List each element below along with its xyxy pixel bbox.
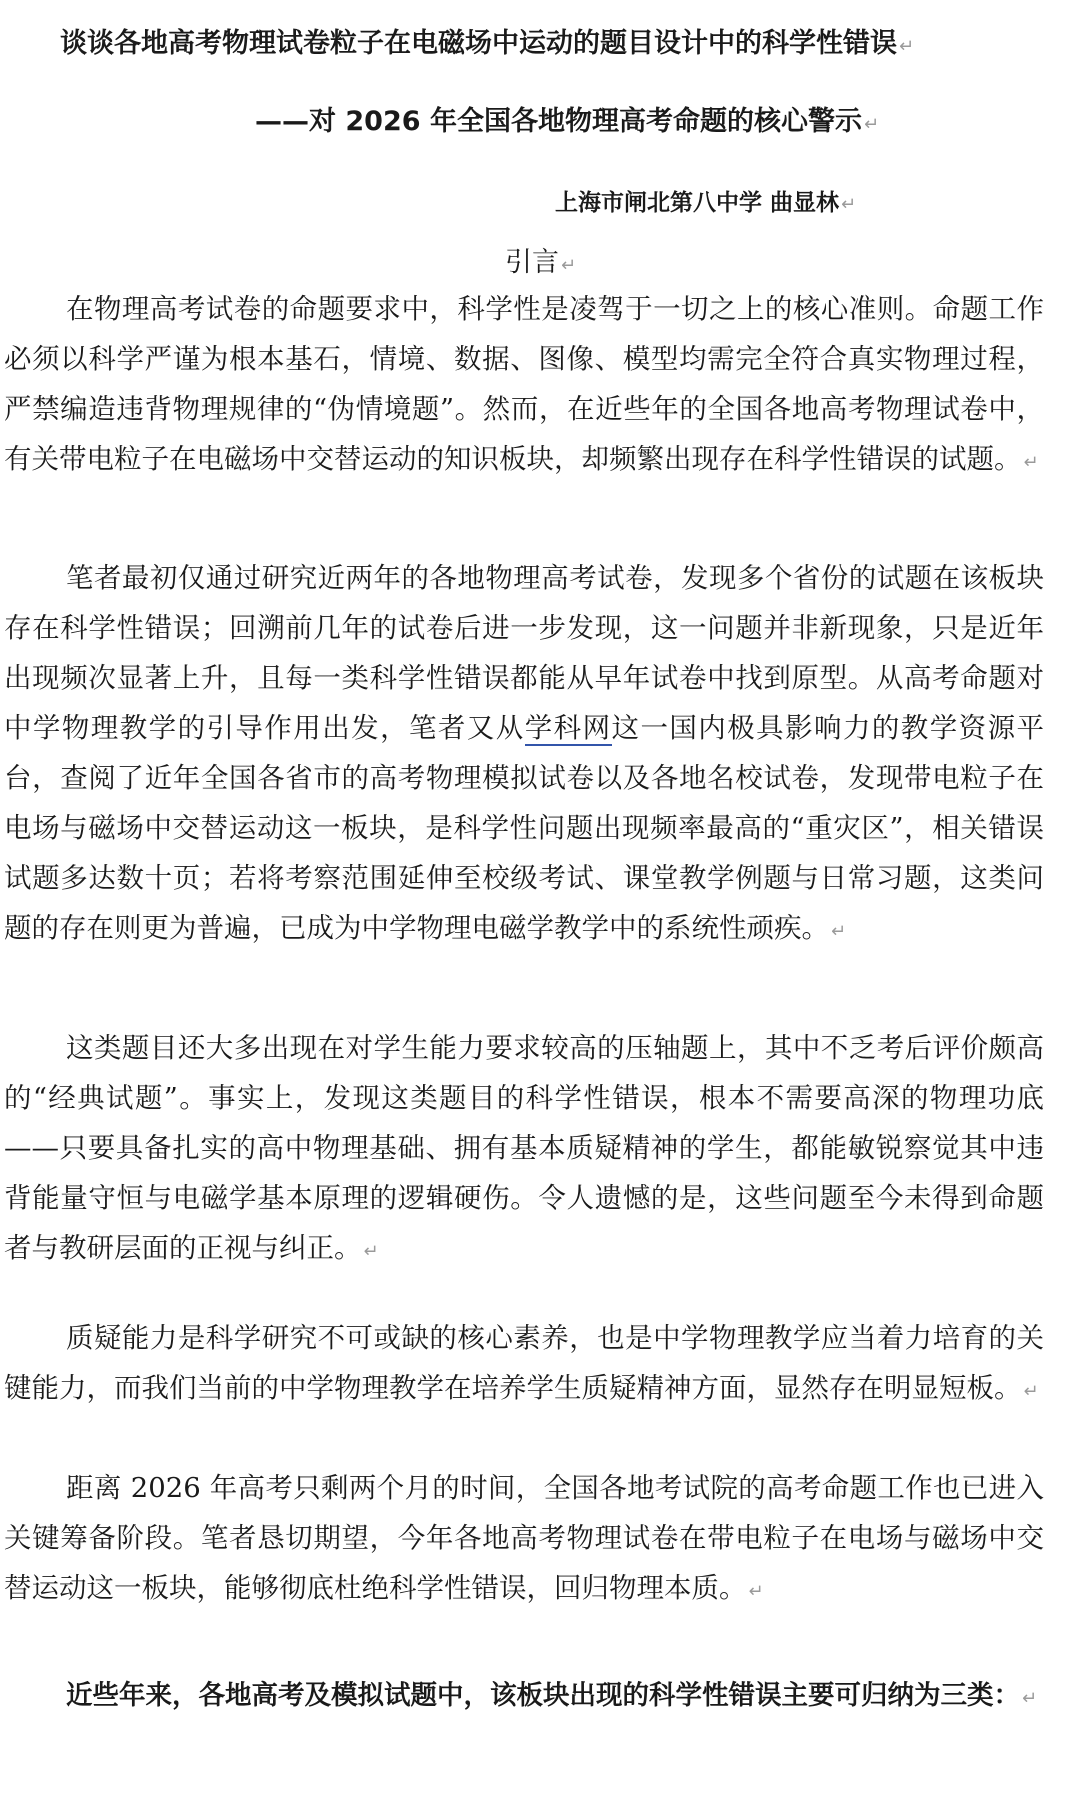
paragraph-text: 笔者最初仅通过研究近两年的各地物理高考试卷，发现多个省份的试题在该板块存在科学性错误；回溯前几年的试卷后进一步发现，这一问题并非新现象，只是近年出现频次显著上升，且每一类科学性错误都能从早年试卷中找到原型。从高考命题对中学物理教学的引导作用出发，笔者又从	[4, 562, 1044, 744]
document-subtitle	[255, 100, 1055, 147]
paragraph-mark-icon: ↵	[1023, 1381, 1039, 1402]
paragraph-mark-icon: ↵	[841, 194, 857, 215]
paragraph-text: 距离 2026 年高考只剩两个月的时间，全国各地考试院的高考命题工作也已进入关键筹备阶段。笔者恳切期望，今年各地高考物理试卷在带电粒子在电场与磁场中交替运动这一板块，能够彻底杜绝科学性错误，回归物理本质。	[4, 1472, 1044, 1604]
document-title-text: 谈谈各地高考物理试卷粒子在电磁场中运动的题目设计中的科学性错误	[60, 28, 897, 59]
hyperlink-xuekewang[interactable]: 学科网	[524, 712, 612, 744]
paragraph-mark-icon: ↵	[363, 1241, 379, 1262]
paragraph-mark-icon: ↵	[899, 36, 915, 57]
paragraph-text: 这类题目还大多出现在对学生能力要求较高的压轴题上，其中不乏考后评价颇高的“经典试题”。事实上，发现这类题目的科学性错误，根本不需要高深的物理功底——只要具备扎实的高中物理基础、拥有基本质疑精神的学生，都能敏锐察觉其中违背能量守恒与电磁学基本原理的逻辑硬伤。令人遗憾的是，这些问题至今未得到命题者与教研层面的正视与纠正。	[4, 1032, 1044, 1264]
paragraph-mark-icon: ↵	[1022, 1688, 1038, 1709]
author-line	[555, 183, 1055, 225]
body-paragraph-4	[4, 1313, 1044, 1417]
paragraph-text: 这一国内极具影响力的教学资源平台，查阅了近年全国各省市的高考物理模拟试卷以及各地名校试卷，发现带电粒子在电场与磁场中交替运动这一板块，是科学性问题出现频率最高的“重灾区”，相关错误试题多达数十页；若将考察范围延伸至校级考试、课堂教学例题与日常习题，这类问题的存在则更为普遍，已成为中学物理电磁学教学中的系统性顽疾。	[4, 712, 1045, 944]
paragraph-mark-icon: ↵	[831, 921, 847, 942]
body-paragraph-2	[4, 553, 1044, 957]
document-title	[60, 22, 1060, 69]
body-paragraph-6-bold	[4, 1653, 1044, 1742]
paragraph-mark-icon: ↵	[561, 255, 577, 276]
paragraph-mark-icon: ↵	[748, 1581, 764, 1602]
body-paragraph-1	[4, 284, 1044, 488]
paragraph-mark-icon: ↵	[863, 114, 880, 135]
author-text: 上海市闸北第八中学 曲显林	[555, 190, 840, 216]
section-heading-text: 引言	[505, 247, 559, 278]
paragraph-text: 质疑能力是科学研究不可或缺的核心素养，也是中学物理教学应当着力培育的关键能力，而我们当前的中学物理教学在培养学生质疑精神方面，显然存在明显短板。	[4, 1322, 1044, 1404]
paragraph-text: 在物理高考试卷的命题要求中，科学性是凌驾于一切之上的核心准则。命题工作必须以科学严谨为根本基石，情境、数据、图像、模型均需完全符合真实物理过程，严禁编造违背物理规律的“伪情境题”。然而，在近些年的全国各地高考物理试卷中，有关带电粒子在电磁场中交替运动的知识板块，却频繁出现存在科学性错误的试题。	[4, 293, 1044, 475]
paragraph-mark-icon: ↵	[1023, 452, 1039, 473]
paragraph-text: 近些年来，各地高考及模拟试题中，该板块出现的科学性错误主要可归纳为三类：	[66, 1680, 1020, 1711]
body-paragraph-5	[4, 1463, 1044, 1617]
body-paragraph-3	[4, 1023, 1044, 1277]
document-subtitle-text: ——对 2026 年全国各地物理高考命题的核心警示	[255, 106, 862, 137]
section-heading-introduction	[505, 243, 705, 286]
